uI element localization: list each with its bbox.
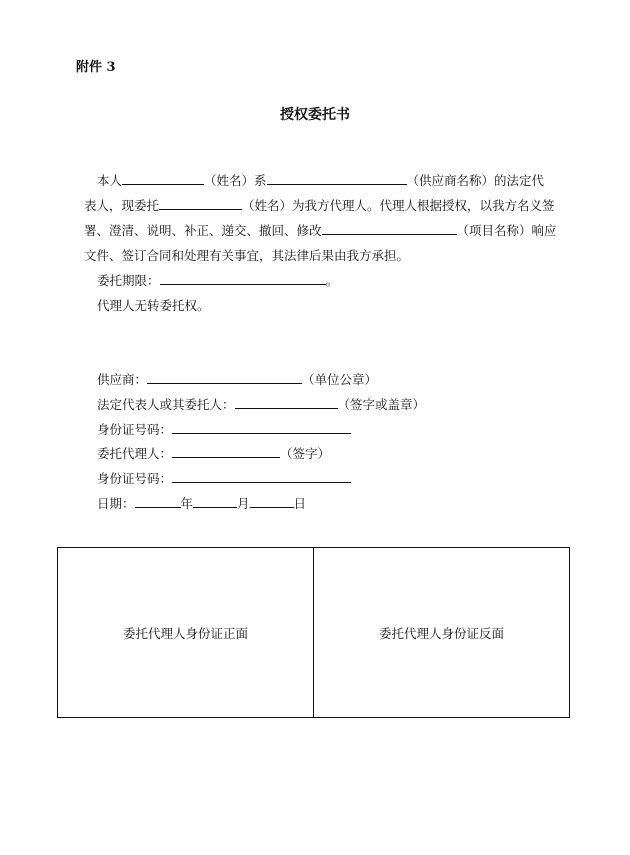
entrust-period xyxy=(97,271,338,289)
id-card-front-cell[interactable] xyxy=(58,548,313,717)
agent-blank[interactable] xyxy=(172,445,280,458)
date-row xyxy=(97,494,306,512)
supplier-row xyxy=(97,370,377,388)
supplier-label: 供应商： xyxy=(97,372,148,387)
date-label: 日期： xyxy=(97,496,135,511)
text: 本人 xyxy=(97,173,123,188)
supplier-name-blank[interactable] xyxy=(267,172,407,185)
period-blank[interactable] xyxy=(160,272,326,285)
id-number-row-2 xyxy=(97,469,351,487)
agent-label: 委托代理人： xyxy=(97,446,173,461)
supplier-suffix: （单位公章） xyxy=(302,372,378,387)
paragraph-line-2 xyxy=(84,196,555,214)
supplier-blank[interactable] xyxy=(147,371,302,384)
text: 署、澄清、说明、补正、递交、撤回、修改 xyxy=(84,223,322,238)
text: 表人，现委托 xyxy=(84,198,160,213)
day-blank[interactable] xyxy=(250,495,294,508)
agent-row xyxy=(97,444,330,462)
text: （姓名）系 xyxy=(204,173,267,188)
agent-suffix: （签字） xyxy=(280,446,331,461)
agent-name-blank[interactable] xyxy=(159,197,242,210)
paragraph-line-1 xyxy=(97,171,544,189)
month-blank[interactable] xyxy=(193,495,237,508)
text: （项目名称）响应 xyxy=(456,223,557,238)
attachment-label: 附件 3 xyxy=(76,60,116,75)
id-number-blank[interactable] xyxy=(172,421,351,434)
day-label: 日 xyxy=(293,496,307,511)
legal-rep-label: 法定代表人或其委托人： xyxy=(97,397,235,412)
no-subdelegation: 代理人无转委托权。 xyxy=(97,298,210,313)
paragraph-line-3 xyxy=(84,221,557,239)
legal-rep-row xyxy=(97,395,425,413)
text: （姓名）为我方代理人。代理人根据授权，以我方名义签 xyxy=(242,198,555,213)
document-title: 授权委托书 xyxy=(280,107,350,123)
legal-rep-suffix: （签字或盖章） xyxy=(337,397,426,412)
name-blank[interactable] xyxy=(122,172,204,185)
text: （供应商名称）的法定代 xyxy=(406,173,545,188)
id-card-back-cell[interactable] xyxy=(313,548,569,717)
month-label: 月 xyxy=(237,496,250,511)
period-label: 委托期限： xyxy=(97,273,160,288)
legal-rep-blank[interactable] xyxy=(235,396,338,409)
id-number-blank[interactable] xyxy=(172,470,351,483)
year-blank[interactable] xyxy=(135,495,181,508)
id-card-back-label: 委托代理人身份证反面 xyxy=(378,625,504,641)
year-label: 年 xyxy=(180,496,194,511)
id-card-table xyxy=(57,547,570,718)
paragraph-line-4: 文件、签订合同和处理有关事宜，其法律后果由我方承担。 xyxy=(84,248,410,263)
project-name-blank[interactable] xyxy=(322,222,457,235)
id-label: 身份证号码： xyxy=(97,471,173,486)
id-card-front-label: 委托代理人身份证正面 xyxy=(122,625,248,641)
text: 。 xyxy=(325,273,339,288)
id-number-row-1 xyxy=(97,420,351,438)
id-label: 身份证号码： xyxy=(97,422,173,437)
